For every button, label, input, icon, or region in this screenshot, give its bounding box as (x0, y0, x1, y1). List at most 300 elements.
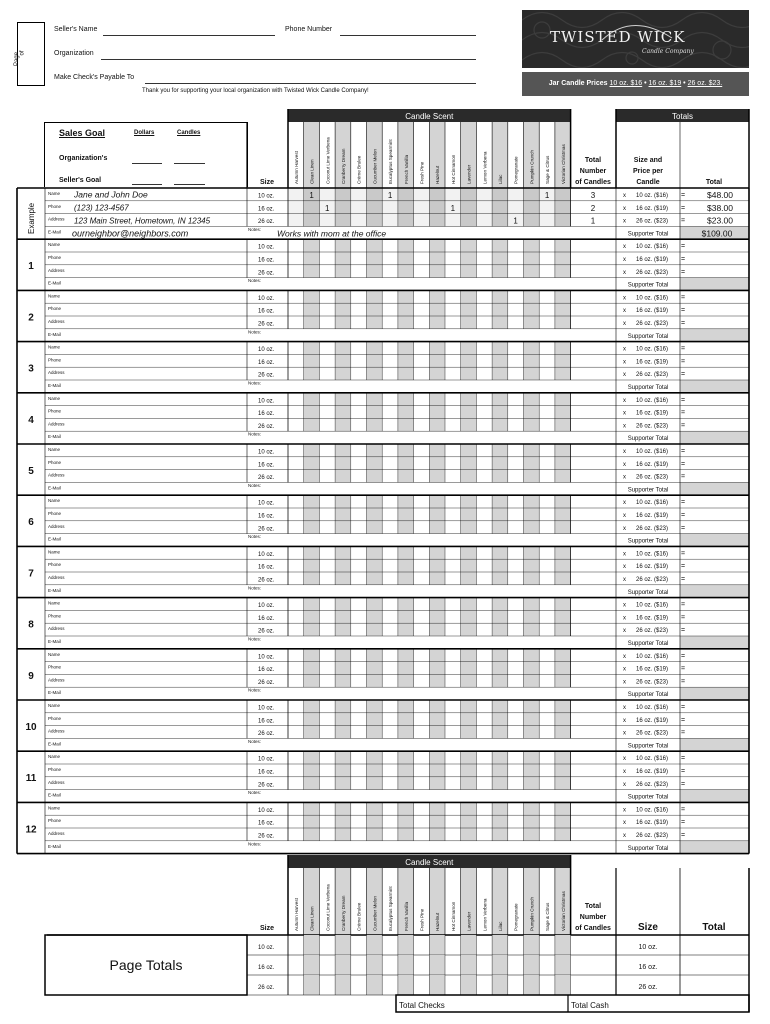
row-number-8: 8 (28, 619, 34, 631)
row-label-name: Name (48, 703, 61, 708)
supporter-total-label: Supporter Total (627, 538, 669, 545)
row-label-e-mail: E-Mail (48, 536, 61, 542)
price-line: 16 oz. ($19) (636, 257, 669, 263)
notes-label: Notes: (248, 226, 262, 232)
row-number-9: 9 (28, 670, 34, 682)
row-label-e-mail: E-Mail (48, 690, 61, 696)
size-label: 26 oz. (258, 833, 275, 840)
row-label-address: Address (48, 728, 65, 734)
example-amount: $23.00 (707, 215, 733, 226)
customer-info-field[interactable] (65, 598, 247, 636)
price-line: 10 oz. ($16) (636, 807, 669, 814)
price-line: 10 oz. ($16) (636, 500, 669, 507)
total-cash-field[interactable] (568, 995, 749, 1012)
scent-header-17: Victorian Christmas (560, 144, 566, 184)
price-line: 10 oz. ($16) (636, 346, 669, 353)
x-mark: x (623, 397, 626, 404)
eq-mark: = (681, 704, 686, 711)
size-label: 16 oz. (258, 513, 275, 520)
row-label-phone: Phone (48, 408, 62, 414)
x-mark: x (623, 781, 626, 788)
price-line: 16 oz. ($19) (636, 308, 669, 315)
supporter-total-label: Supporter Total (627, 794, 669, 801)
size-label: 26 oz. (258, 577, 275, 584)
sales-goal-title: Sales Goal (59, 128, 106, 138)
row-label-name: Name (48, 498, 61, 504)
notes-label: Notes: (248, 534, 262, 540)
size-label: 10 oz. (258, 654, 275, 661)
price-band: Jar Candle Prices 10 oz. $16 • 16 oz. $19 • 26 oz. $23. (522, 72, 749, 96)
footer-total-cells[interactable] (288, 935, 749, 955)
supporter-total-label: Supporter Total (627, 333, 669, 340)
scent-qty-cells[interactable] (288, 700, 571, 738)
row-label-name: Name (48, 447, 61, 452)
size-price-header-1: Size and (633, 157, 663, 164)
x-mark: x (623, 730, 626, 737)
notes-label: Notes: (248, 636, 262, 642)
row-label-address: Address (48, 677, 65, 683)
size-label: 26 oz. (258, 679, 275, 686)
candle-scent-label: Candle Scent (405, 112, 454, 121)
row-label-phone: Phone (48, 306, 62, 312)
customer-info-field[interactable] (65, 393, 247, 431)
footer-scent-header-3: Cranberry Dream (340, 895, 346, 931)
example-supporter-total: $109.00 (701, 228, 733, 239)
size-label: 10 oz. (258, 500, 275, 507)
notes-label: Notes: (248, 841, 262, 847)
footer-scent-header-9: Hazelnut (435, 912, 441, 931)
footer-total-cells[interactable] (288, 975, 749, 995)
supporter-total-shade (680, 329, 749, 342)
phone-number-label: Phone Number (285, 26, 333, 33)
x-mark: x (623, 705, 626, 711)
row-label-phone: Phone (48, 357, 62, 363)
org-goal-label: Organization's (59, 155, 108, 162)
price-line: 10 oz. ($16) (636, 705, 669, 711)
eq-mark: = (681, 716, 686, 724)
price-16: 16 oz. $19 (648, 80, 682, 87)
eq-mark: = (681, 460, 686, 468)
customer-info-field[interactable] (65, 649, 247, 687)
x-mark: x (623, 513, 626, 519)
row-label-address: Address (48, 421, 65, 427)
x-mark: x (623, 449, 626, 455)
footer-scent-header-15: Pumpkin Crunch (529, 897, 535, 931)
notes-label: Notes: (248, 329, 262, 335)
price-line: 26 oz. ($23) (636, 628, 669, 635)
page-totals-label: Page Totals (109, 957, 183, 973)
size-label: 26 oz. (258, 526, 275, 533)
notes-label: Notes: (248, 278, 262, 284)
eq-mark: = (681, 601, 686, 609)
footer-scent-header-17: Victorian Christmas (560, 891, 566, 931)
price-line: 10 oz. ($16) (636, 653, 669, 660)
price-line: 16 oz. ($19) (636, 666, 669, 673)
eq-mark: = (681, 512, 686, 519)
x-mark: x (623, 679, 626, 686)
footer-scent-header-6: Eucalyptus Spearmint (388, 886, 394, 931)
size-label: 16 oz. (258, 667, 275, 674)
customer-info-field[interactable] (65, 700, 247, 738)
eq-mark: = (681, 499, 686, 507)
price-line: 16 oz. ($19) (636, 717, 669, 724)
row-label-name: Name (48, 395, 61, 401)
row-label-e-mail: E-Mail (48, 843, 61, 849)
x-mark: x (623, 410, 626, 417)
scent-header-13: Lilac (497, 174, 503, 184)
customer-info-field[interactable] (65, 751, 247, 789)
footer-size-label: 10 oz. (258, 945, 275, 951)
size-label: 10 oz. (258, 603, 275, 610)
row-label-phone: Phone (48, 459, 62, 465)
price-line: 26 oz. ($23) (636, 730, 669, 737)
size-label: 26 oz. (258, 321, 275, 328)
price-line: 26 oz. ($23) (636, 474, 669, 481)
row-label-address: Address (48, 523, 65, 529)
eq-mark: = (681, 563, 686, 571)
supporter-total-label: Supporter Total (627, 743, 669, 750)
x-mark: x (623, 666, 626, 673)
size-label: 10 oz. (258, 705, 275, 712)
size-label: 16 oz. (258, 769, 275, 776)
footer-candle-scent-label: Candle Scent (405, 858, 454, 867)
eq-mark: = (681, 320, 686, 327)
supporter-total-shade (680, 278, 749, 291)
row-label-phone: Phone (48, 767, 62, 772)
customer-info-field[interactable] (65, 290, 247, 328)
eq-mark: = (681, 755, 686, 763)
price-line: 26 oz. ($23) (636, 372, 669, 379)
footer-total-cells[interactable] (288, 955, 749, 975)
price-line: 16 oz. ($19) (636, 205, 669, 212)
example-total-count: 1 (590, 216, 596, 226)
customer-info-field[interactable] (65, 802, 247, 840)
notes-label: Notes: (248, 482, 262, 488)
row-label-e-mail: E-Mail (48, 792, 61, 798)
footer-scent-header-2: Coconut Lime Verbena (325, 884, 331, 931)
row-label-address: Address (48, 779, 65, 785)
scent-header-16: Sage & Citrus (545, 155, 551, 184)
x-mark: x (623, 525, 626, 532)
scent-qty-cells[interactable] (288, 546, 571, 584)
size-label: 26 oz. (258, 270, 275, 277)
price-10: 10 oz. $16 (609, 80, 643, 87)
footer-scent-header-16: Sage & Citrus (545, 902, 551, 931)
x-mark: x (623, 257, 626, 263)
supporter-total-label: Supporter Total (627, 231, 669, 238)
customer-info-field[interactable] (65, 239, 247, 277)
price-line: 16 oz. ($19) (636, 769, 669, 775)
size-label: 10 oz. (258, 347, 275, 354)
scent-qty-cells[interactable] (288, 393, 571, 431)
footer-scent-header-0: Autumn Harvest (293, 898, 299, 931)
candles-label: Candles (177, 130, 201, 136)
price-26: 26 oz. $23. (687, 80, 723, 87)
x-mark: x (623, 244, 626, 251)
price-line: 16 oz. ($19) (636, 513, 669, 519)
price-line: 26 oz. ($23) (636, 781, 669, 788)
prices-label: Jar Candle Prices (548, 80, 608, 87)
scent-header-5: Cucumber Melon (372, 149, 378, 184)
row-label-name: Name (48, 549, 61, 555)
x-mark: x (623, 602, 626, 609)
size-label: 10 oz. (258, 193, 275, 200)
size-label: 10 oz. (258, 244, 275, 251)
price-line: 10 oz. ($16) (636, 551, 669, 558)
price-line: 16 oz. ($19) (636, 359, 669, 366)
scent-header-0: Autumn Harvest (293, 151, 299, 184)
example-total-count: 2 (590, 203, 596, 213)
x-mark: x (623, 820, 626, 827)
example-total-count: 3 (590, 191, 596, 200)
x-mark: x (623, 577, 626, 583)
supporter-total-shade (680, 687, 749, 700)
row-label-phone: Phone (48, 818, 62, 824)
scent-header-8: Fresh Pine (419, 161, 425, 184)
footer-size-col-header: Size (259, 925, 275, 932)
footer-scent-header-13: Lilac (497, 921, 503, 931)
row-label-phone: Phone (48, 664, 62, 670)
eq-mark: = (681, 243, 686, 251)
row-number-1: 1 (28, 261, 34, 273)
x-mark: x (623, 628, 626, 635)
row-label-phone: Phone (48, 255, 62, 260)
footer-total-number-3: of Candles (575, 925, 611, 932)
logo-subtext: Candle Company (642, 48, 694, 55)
size-label: 10 oz. (258, 551, 275, 558)
eq-mark: = (681, 550, 686, 558)
x-mark: x (623, 423, 626, 430)
size-label: 16 oz. (258, 564, 275, 571)
page-label: Page (14, 51, 20, 66)
size-label: 26 oz. (258, 628, 275, 635)
footer-scent-header-1: Clean Linen (309, 906, 315, 931)
row-label-name: Name (48, 754, 61, 760)
row-label-name: Name (48, 805, 61, 811)
row-label-e-mail: E-Mail (48, 587, 61, 593)
eq-mark: = (681, 576, 686, 583)
scent-header-6: Eucalyptus Spearmint (388, 139, 394, 184)
eq-mark: = (681, 217, 686, 225)
eq-mark: = (681, 806, 686, 814)
row-number-5: 5 (28, 466, 34, 477)
size-label: 16 oz. (258, 206, 275, 213)
footer-scent-header-11: Lavender (466, 911, 472, 931)
row-label-e-mail: E-Mail (48, 485, 61, 491)
scent-qty-cells[interactable] (288, 751, 571, 789)
notes-label: Notes: (248, 380, 262, 386)
scent-header-2: Coconut Lime Verbena (325, 137, 331, 184)
scent-qty-cells[interactable] (288, 444, 571, 482)
size-label: 16 oz. (258, 308, 275, 315)
price-line: 26 oz. ($23) (636, 269, 669, 276)
row-label-name: Name (48, 344, 61, 350)
total-checks-field[interactable] (396, 995, 568, 1012)
scent-header-11: Lavender (466, 164, 472, 184)
total-number-header-1: Total (584, 157, 602, 164)
footer-total-header: Total (702, 922, 726, 933)
x-mark: x (623, 756, 626, 763)
x-mark: x (623, 500, 626, 507)
x-mark: x (623, 295, 626, 302)
customer-info-field[interactable] (65, 546, 247, 584)
x-mark: x (623, 359, 626, 366)
supporter-total-label: Supporter Total (627, 282, 669, 289)
x-mark: x (623, 461, 626, 468)
eq-mark: = (681, 256, 686, 263)
eq-mark: = (681, 665, 686, 673)
scent-qty-cells[interactable] (288, 342, 571, 380)
scent-qty-cells[interactable] (288, 598, 571, 636)
price-line: 26 oz. ($23) (636, 423, 669, 430)
scent-header-14: Pomegranate (513, 156, 519, 184)
scent-header-15: Pumpkin Crunch (529, 150, 535, 184)
size-label: 10 oz. (258, 756, 275, 763)
total-number-header-3: of Candles (575, 179, 611, 186)
supporter-total-shade (680, 431, 749, 444)
eq-mark: = (681, 524, 686, 532)
footer-scent-header-4: Crème Brulee (356, 902, 362, 931)
row-label-name: Name (48, 191, 61, 196)
seller-name-label: Seller's Name (54, 26, 98, 33)
supporter-total-label: Supporter Total (627, 589, 669, 596)
row-label-e-mail: E-Mail (48, 434, 61, 440)
scent-qty-cells[interactable] (288, 239, 571, 277)
row-label-phone: Phone (48, 203, 62, 209)
x-mark: x (623, 807, 626, 814)
notes-label: Notes: (248, 431, 262, 437)
size-label: 26 oz. (258, 731, 275, 738)
supporter-total-label: Supporter Total (627, 641, 669, 647)
footer-size-label: 16 oz. (258, 965, 275, 971)
scent-qty-cells[interactable] (288, 802, 571, 840)
customer-info-field[interactable] (65, 444, 247, 482)
supporter-total-shade (680, 636, 749, 649)
x-mark: x (623, 564, 626, 571)
eq-mark: = (681, 422, 686, 430)
size-label: 16 oz. (258, 462, 275, 469)
eq-mark: = (681, 371, 686, 379)
price-line: 10 oz. ($16) (636, 397, 669, 404)
row-label-e-mail: E-Mail (48, 331, 61, 337)
eq-mark: = (681, 294, 686, 302)
footer-scent-header-12: Lemon Verbena (482, 898, 488, 931)
scent-qty-cells[interactable] (288, 290, 571, 328)
example-email: ourneighbor@neighbors.com (72, 228, 189, 239)
row-label-phone: Phone (48, 613, 62, 619)
size-label: 10 oz. (258, 295, 275, 302)
notes-label: Notes: (248, 585, 262, 591)
scent-header-3: Cranberry Dream (340, 148, 346, 184)
footer-scent-header-14: Pomegranate (513, 903, 519, 931)
row-number-3: 3 (28, 363, 34, 375)
eq-mark: = (681, 409, 686, 417)
row-number-11: 11 (25, 773, 37, 785)
scent-header-12: Lemon Verbena (482, 151, 488, 184)
thanks-text: Thank you for supporting your local organization with Twisted Wick Candle Company! (142, 88, 369, 94)
notes-label: Notes: (248, 790, 262, 796)
notes-label: Notes: (248, 738, 262, 744)
row-label-phone: Phone (48, 715, 62, 721)
scent-header-4: Crème Brulee (356, 155, 362, 184)
eq-mark: = (681, 345, 686, 353)
price-line: 10 oz. ($16) (636, 244, 669, 251)
supporter-total-shade (680, 841, 749, 854)
scent-header-7: French Vanilla (403, 154, 409, 184)
size-header: Size (259, 179, 275, 186)
size-label: 10 oz. (258, 449, 275, 456)
x-mark: x (623, 551, 626, 558)
size-label: 16 oz. (258, 359, 275, 366)
row-label-address: Address (48, 216, 65, 222)
row-label-e-mail: E-Mail (48, 741, 61, 747)
scent-qty-cells[interactable] (288, 649, 571, 687)
supporter-total-label: Supporter Total (627, 385, 669, 391)
row-label-name: Name (48, 600, 61, 606)
eq-mark: = (681, 832, 686, 839)
row-label-e-mail: E-Mail (48, 229, 61, 235)
scent-qty-cells[interactable] (288, 188, 571, 226)
eq-mark: = (681, 358, 686, 366)
x-mark: x (623, 615, 626, 622)
row-label-address: Address (48, 370, 65, 376)
dollars-label: Dollars (134, 130, 155, 136)
notes-label: Notes: (248, 687, 262, 693)
scent-header-9: Hazelnut (435, 165, 441, 184)
row-label-name: Name (48, 651, 61, 657)
row-label-address: Address (48, 831, 65, 836)
x-mark: x (623, 346, 626, 353)
customer-info-field[interactable] (65, 342, 247, 380)
x-mark: x (623, 205, 626, 212)
of-label: of (19, 50, 26, 56)
customer-info-field[interactable] (65, 188, 247, 226)
scent-header-10: Hot Cinnamon (450, 154, 456, 184)
footer-scent-header-5: Cucumber Melon (372, 896, 378, 931)
price-line: 26 oz. ($23) (636, 218, 669, 225)
x-mark: x (623, 321, 626, 327)
eq-mark: = (681, 192, 686, 199)
payable-label: Make Check's Payable To (54, 74, 135, 81)
row-label-address: Address (48, 319, 65, 324)
size-label: 16 oz. (258, 615, 275, 622)
x-mark: x (623, 653, 626, 660)
price-line: 10 oz. ($16) (636, 449, 669, 455)
size-label: 16 oz. (258, 411, 275, 418)
size-price-header-3: Candle (636, 179, 660, 186)
customer-info-field[interactable] (65, 495, 247, 533)
row-label-phone: Phone (48, 511, 62, 516)
totals-label: Totals (672, 112, 693, 121)
logo-text: TWISTED WICK (550, 28, 686, 46)
row-label-name: Name (48, 293, 61, 299)
total-header: Total (705, 179, 723, 186)
example-amount: $38.00 (707, 202, 733, 213)
row-label-address: Address (48, 626, 65, 632)
footer-size-header: Size (637, 922, 659, 933)
size-label: 26 oz. (258, 423, 275, 430)
row-number-2: 2 (28, 312, 34, 324)
x-mark: x (623, 218, 626, 225)
price-line: 26 oz. ($23) (636, 577, 669, 583)
x-mark: x (623, 193, 626, 199)
scent-qty-cells[interactable] (288, 495, 571, 533)
eq-mark: = (681, 396, 686, 404)
footer-total-number-1: Total (584, 903, 602, 910)
size-label: 26 oz. (258, 782, 275, 789)
size-price-header-2: Price per (633, 168, 663, 175)
row-label-e-mail: E-Mail (48, 280, 61, 286)
